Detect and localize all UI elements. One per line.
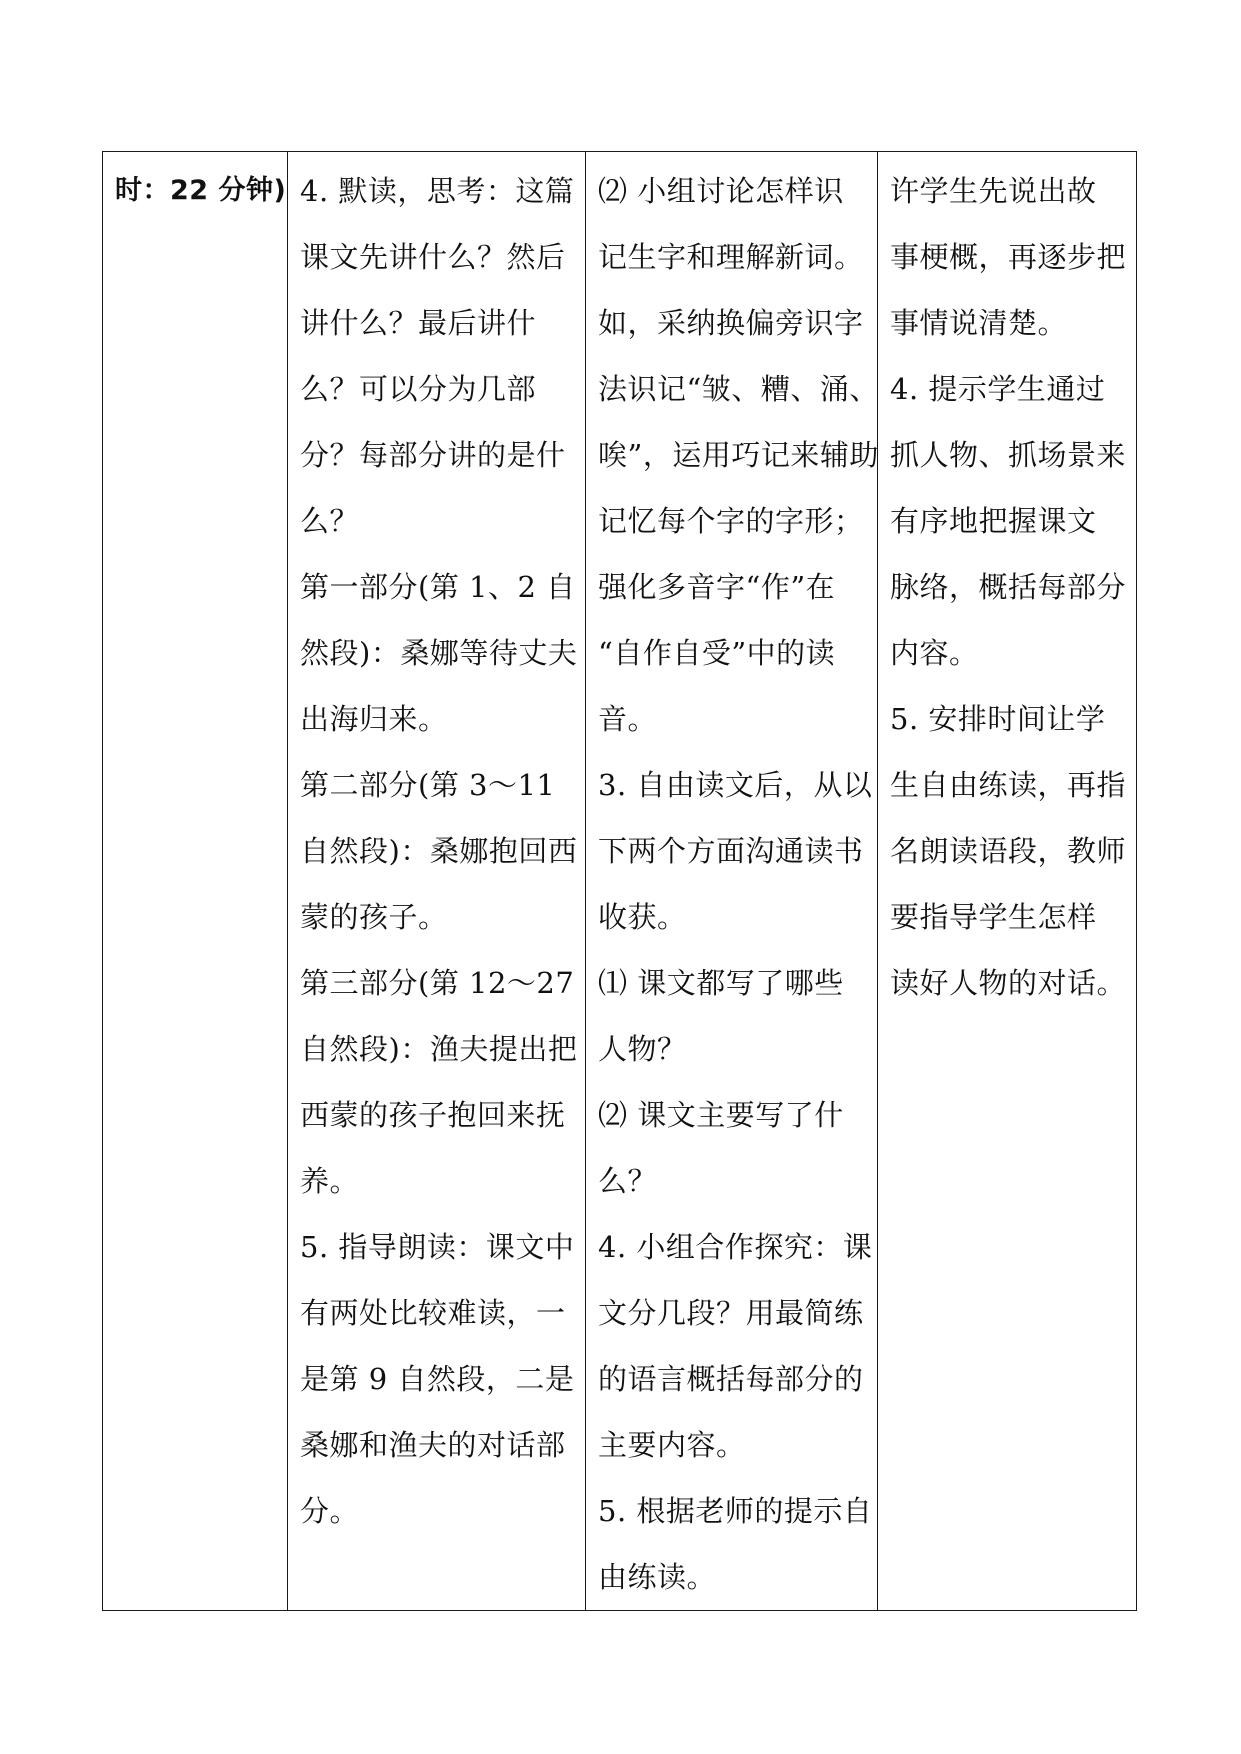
text-line: 许学生先说出故 <box>890 174 1097 208</box>
text-line: 要指导学生怎样 <box>890 900 1097 934</box>
teacher-activity-lines <box>288 152 585 1544</box>
text-line: 收获。 <box>598 900 687 934</box>
text-line: 有序地把握课文 <box>890 504 1097 538</box>
text-line: 事梗概，再逐步把 <box>890 240 1127 274</box>
text-line: 然段)：桑娜等待丈夫 <box>300 636 578 670</box>
text-line: 脉络，概括每部分 <box>890 570 1127 604</box>
text-line: 由练读。 <box>598 1560 717 1594</box>
text-line: 音。 <box>598 702 658 736</box>
text-line: 第一部分(第 1、2 自 <box>300 570 576 604</box>
text-line: 的语言概括每部分的 <box>598 1362 864 1396</box>
text-line: 是第 9 自然段，二是 <box>300 1362 575 1396</box>
text-line: 强化多音字“作”在 <box>598 570 836 604</box>
text-line: 文分几段？用最简练 <box>598 1296 864 1330</box>
text-line: 第二部分(第 3～11 <box>300 768 556 802</box>
text-line: 记忆每个字的字形； <box>598 504 864 538</box>
text-line: 自然段)：渔夫提出把 <box>300 1032 578 1066</box>
text-line: 出海归来。 <box>300 702 448 736</box>
text-line: 事情说清楚。 <box>890 306 1068 340</box>
text-line: 法识记“皱、糟、涌、 <box>598 372 879 406</box>
text-line: 内容。 <box>890 636 979 670</box>
text-line: 名朗读语段，教师 <box>890 834 1127 868</box>
text-line: 第三部分(第 12～27 <box>300 966 575 1000</box>
text-line: 如，采纳换偏旁识字 <box>598 306 864 340</box>
text-line: 读好人物的对话。 <box>890 966 1127 1000</box>
text-line: 么？ <box>598 1164 658 1198</box>
text-line: 下两个方面沟通读书 <box>598 834 864 868</box>
text-line: 么？可以分为几部 <box>300 372 537 406</box>
text-line: 自然段)：桑娜抱回西 <box>300 834 578 868</box>
text-line: 蒙的孩子。 <box>300 900 448 934</box>
text-line: 唉”，运用巧记来辅助 <box>598 438 879 472</box>
design-intent-cell <box>878 152 1137 1611</box>
text-line: 5. 根据老师的提示自 <box>598 1494 873 1528</box>
teacher-activity-cell <box>288 152 586 1611</box>
text-line: 4. 小组合作探究：课 <box>598 1230 873 1264</box>
student-activity-lines <box>586 152 877 1610</box>
text-line: 人物？ <box>598 1032 687 1066</box>
text-line: 西蒙的孩子抱回来抚 <box>300 1098 566 1132</box>
text-line: 么？ <box>300 504 360 538</box>
text-line: ⑵ 小组讨论怎样识 <box>598 174 844 208</box>
table-row <box>103 152 1137 1611</box>
text-line: 4. 提示学生通过 <box>890 372 1106 406</box>
text-line: 记生字和理解新词。 <box>598 240 864 274</box>
text-line: ⑴ 课文都写了哪些 <box>598 966 844 1000</box>
text-line: 时：22 分钟) <box>115 175 287 206</box>
text-line: 抓人物、抓场景来 <box>890 438 1127 472</box>
text-line: 课文先讲什么？然后 <box>300 240 566 274</box>
text-line: “自作自受”中的读 <box>598 636 836 670</box>
text-line: 4. 默读，思考：这篇 <box>300 174 575 208</box>
text-line: 5. 安排时间让学 <box>890 702 1106 736</box>
text-line: 5. 指导朗读：课文中 <box>300 1230 575 1264</box>
lesson-plan-table <box>102 151 1137 1611</box>
text-line: 分。 <box>300 1494 360 1528</box>
text-line: ⑵ 课文主要写了什 <box>598 1098 844 1132</box>
text-line: 3. 自由读文后，从以 <box>598 768 873 802</box>
text-line: 主要内容。 <box>598 1428 746 1462</box>
text-line: 生自由练读，再指 <box>890 768 1127 802</box>
text-line: 养。 <box>300 1164 360 1198</box>
time-cell <box>103 152 288 1611</box>
text-line: 有两处比较难读，一 <box>300 1296 566 1330</box>
text-line: 讲什么？最后讲什 <box>300 306 537 340</box>
student-activity-cell <box>586 152 878 1611</box>
text-line: 分？每部分讲的是什 <box>300 438 566 472</box>
design-intent-lines <box>878 152 1136 1016</box>
time-lines <box>103 152 287 224</box>
text-line: 桑娜和渔夫的对话部 <box>300 1428 566 1462</box>
